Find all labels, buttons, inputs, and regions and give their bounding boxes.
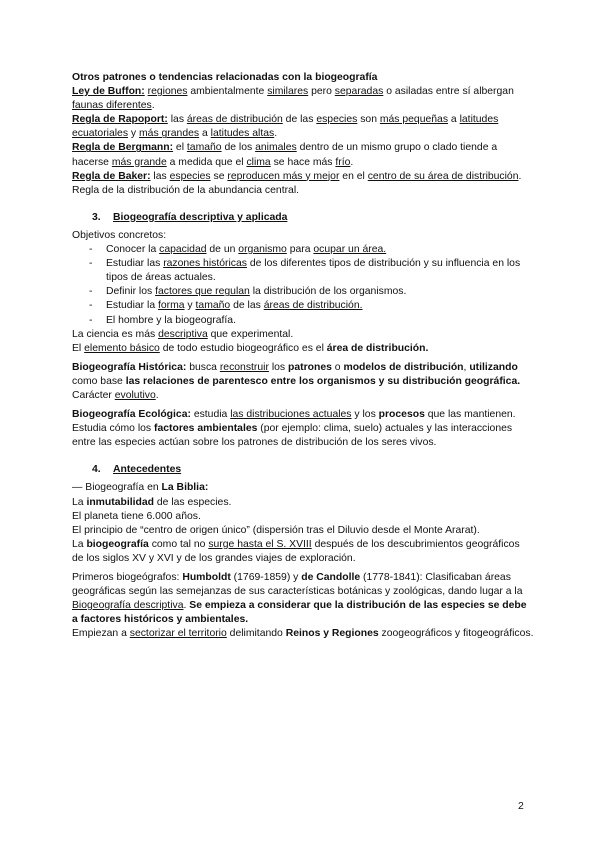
section-number: 3. [92, 211, 101, 223]
elemento-paragraph: El elemento básico de todo estudio biogeográfico es el área de distribución. [72, 342, 429, 354]
rule-label: Regla de Bergmann: [72, 142, 174, 154]
section-4-heading [72, 463, 534, 477]
inmutabilidad-line: La inmutabilidad de las especies. [72, 496, 232, 508]
primeros-paragraph: Primeros biogeógrafos: Humboldt (1769-1859) y de Candolle (1778-1841): Clasificaban áreas geográficas según las semejanzas de sus características botánicas y zoológicas, dando lugar a la Biogeografía descriptiva. Se empieza a considerar que la distribución de las especies se debe a factores históricos y ambientales. [72, 572, 527, 626]
rule-text: el tamaño de los animales dentro de un mismo grupo o clado tiende a hacerse más grande a medida que el clima se hace más frío. [72, 142, 498, 168]
rule-label: Ley de Buffon: [72, 86, 145, 98]
section-title: Biogeografía descriptiva y aplicada [113, 211, 288, 223]
document-page [72, 71, 534, 641]
intro-heading: Otros patrones o tendencias relacionadas con la biogeografía [72, 72, 378, 83]
rule-label: Regla de Baker: [72, 170, 151, 182]
page-number: 2 [518, 801, 524, 812]
list-item: - Conocer la capacidad de un organismo para ocupar un área. [89, 243, 534, 257]
list-item: - Definir los factores que regulan la distribución de los organismos. [89, 285, 534, 299]
origen-line: El principio de “centro de origen único” (dispersión tras el Diluvio desde el Monte Ararat). [72, 524, 480, 536]
biblia-line: — Biogeografía en La Biblia: [72, 482, 209, 494]
section-number: 4. [92, 464, 101, 476]
section-title: Antecedentes [113, 464, 182, 476]
rule-buffon [72, 85, 534, 113]
ecologica-paragraph: Biogeografía Ecológica: estudia las distribuciones actuales y los procesos que las mantienen. Estudia cómo los factores ambientales (por ejemplo: clima, suelo) actuales y las interacciones entre las especies actúan sobre los patrones de distribución de los seres vivos. [72, 409, 516, 449]
rules-list [72, 85, 534, 198]
rule-text: las especies se reproducen más y mejor en el centro de su área de distribución. Regla de la distribución de la abundancia central. [72, 170, 522, 196]
planeta-line: El planeta tiene 6.000 años. [72, 510, 201, 522]
rule-text: regiones ambientalmente similares pero separadas o asiladas entre sí albergan faunas diferentes. [72, 86, 514, 112]
objectives-label: Objetivos concretos: [72, 229, 167, 241]
rule-text: las áreas de distribución de las especies son más pequeñas a latitudes ecuatoriales y más grandes a latitudes altas. [72, 114, 499, 140]
historica-paragraph: Biogeografía Histórica: busca reconstruir los patrones o modelos de distribución, utilizando como base las relaciones de parentesco entre los organismos y su distribución geográfica. Carácter evolutivo. [72, 361, 521, 401]
ciencia-paragraph: La ciencia es más descriptiva que experimental. [72, 328, 294, 340]
rule-label: Regla de Rapoport: [72, 114, 168, 126]
list-item: - El hombre y la biogeografía. [89, 314, 534, 328]
surge-line: La biogeografía como tal no surge hasta el S. XVIII después de los descubrimientos geográficos de los siglos XV y XVI y de los grandes viajes de exploración. [72, 538, 520, 564]
rule-baker [72, 170, 534, 198]
list-item: - Estudiar la forma y tamaño de las áreas de distribución. [89, 299, 534, 313]
section-3-heading [72, 211, 534, 225]
objectives-list [72, 243, 534, 328]
list-item: - Estudiar las razones históricas de los diferentes tipos de distribución y su influencia en los tipos de áreas actuales. [89, 257, 534, 285]
rule-rapoport [72, 113, 534, 141]
rule-bergmann [72, 141, 534, 169]
sectorizar-paragraph: Empiezan a sectorizar el territorio delimitando Reinos y Regiones zoogeográficos y fitogeográficos. [72, 628, 534, 640]
